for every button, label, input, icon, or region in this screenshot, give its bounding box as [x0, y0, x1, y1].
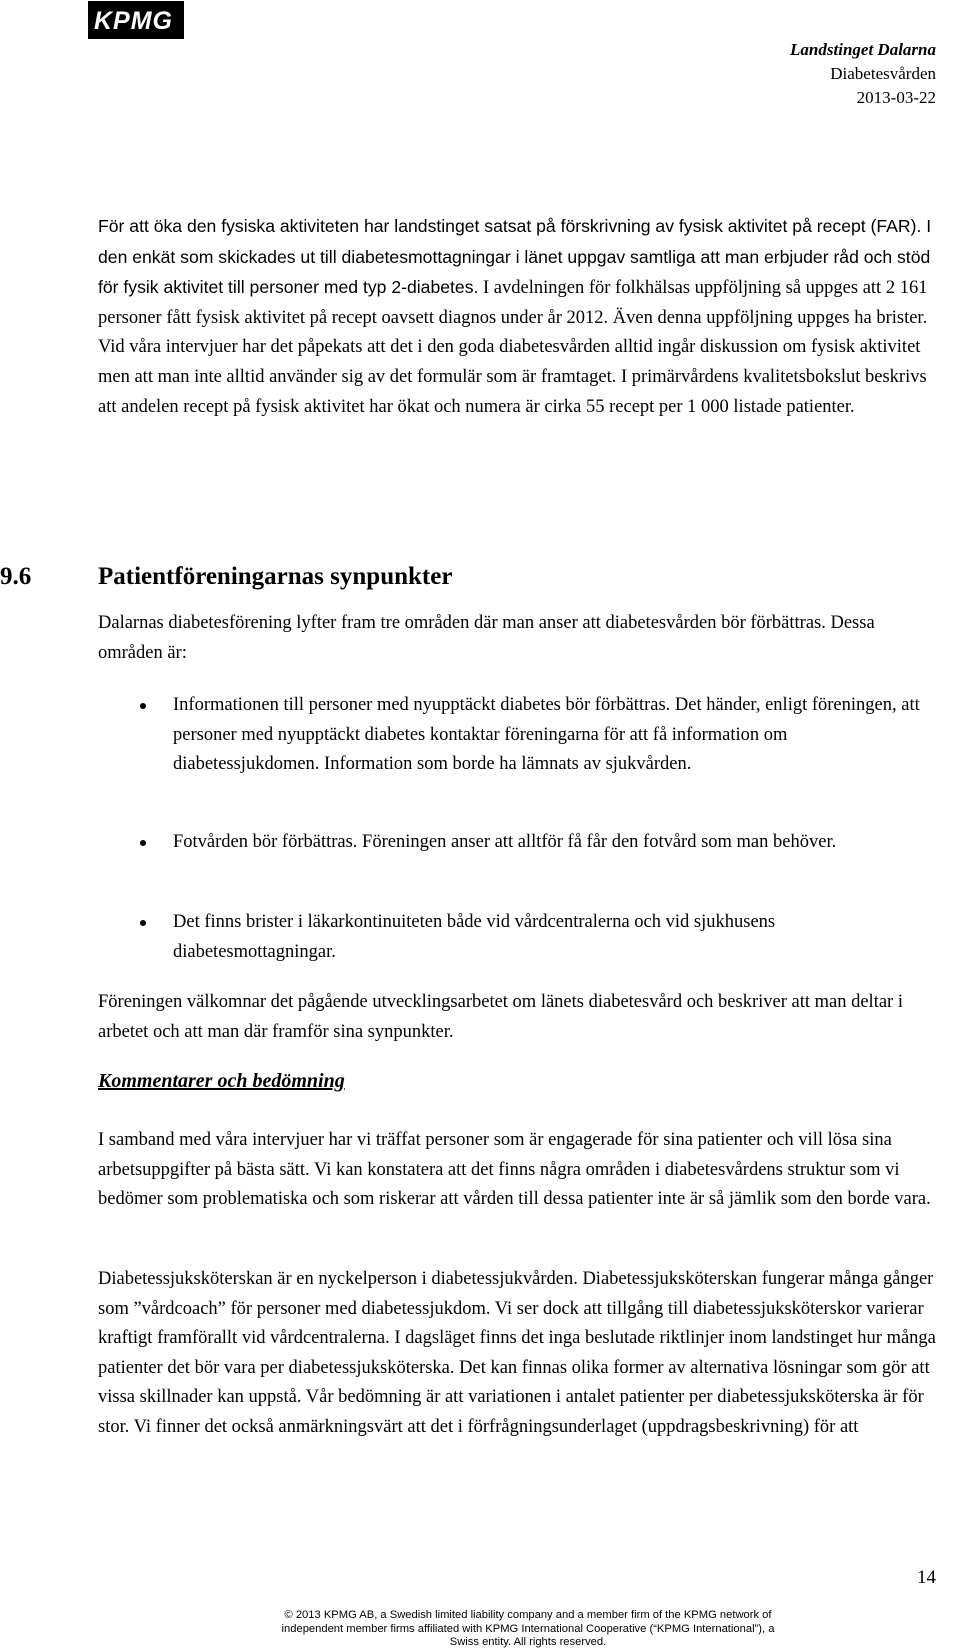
intro-paragraph: Dalarnas diabetesförening lyfter fram tre områden där man anser att diabetesvården bör förbättras. Dessa områden är: — [98, 613, 875, 663]
bullet-icon — [140, 840, 146, 846]
list-item-text: Informationen till personer med nyupptäckt diabetes bör förbättras. Det händer, enligt föreningen, att personer med nyupptäckt diabetes kontaktar föreningarna för att få information om diabetessjukdomen. Information som borde ha lämnats av sjukvården. — [173, 695, 920, 775]
section-title: Patientföreningarnas synpunkter — [98, 563, 453, 590]
bullet-icon — [140, 703, 146, 709]
comment-paragraph-1: I samband med våra intervjuer har vi träffat personer som är engagerade för sina patienter och vill lösa sina arbetsuppgifter på bästa sätt. Vi kan konstatera att det finns några områden i diabetesvårdens struktur som vi bedömer som problematiska och som riskerar att vården till dessa patienter inte är så jämlik som den borde vara. — [98, 1130, 931, 1210]
header-date: 2013-03-22 — [856, 88, 936, 107]
paragraph-physical-activity — [98, 212, 936, 422]
list-item-text: Det finns brister i läkarkontinuiteten både vid vårdcentralerna och vid sjukhusens diabetesmottagningar. — [173, 912, 776, 962]
paragraph-sans-part: För att öka den fysiska aktiviteten har landstinget satsat på förskrivning av fysisk aktivitet på recept (FAR). I den enkät som skickades ut till diabetesmottagningar i länet uppgav samtliga att man erbjuder råd och stöd för fysik aktivitet till personer med typ 2-diabetes. — [98, 216, 932, 298]
comments-heading: Kommentarer och bedömning — [98, 1070, 345, 1092]
paragraph-serif-part: I avdelningen för folkhälsas uppföljning så uppges att 2 161 personer fått fysisk aktivitet på recept oavsett diagnos under år 2012. Även denna uppföljning uppges ha brister. Vid våra intervjuer har det påpekats att det i den goda diabetesvården alltid ingår diskussion om fysisk aktivitet men att man inte alltid använder sig av det formulär som är framtaget. I primärvårdens kvalitetsbokslut beskrivs att andelen recept på fysisk aktivitet har ökat och numera är cirka 55 recept per 1 000 listade patienter. — [98, 278, 928, 417]
page-number: 14 — [917, 1567, 936, 1588]
header-organization: Landstinget Dalarna — [790, 40, 936, 59]
comment-paragraph-2: Diabetessjuksköterskan är en nyckelperson i diabetessjukvården. Diabetessjuksköterskan fungerar många gånger som ”vårdcoach” för personer med diabetessjukdom. Vi ser dock att tillgång till diabetessjuksköterskor varierar kraftigt framförallt vid vårdcentralerna. I dagsläget finns det inga beslutade riktlinjer inom landstinget hur många patienter det bör vara per diabetessjuksköterska. Det kan finnas olika former av alternativa lösningar som gör att vissa skillnader kan uppstå. Vår bedömning är att variationen i antalet patienter per diabetessjuksköterska är för stor. Vi finner det också anmärkningsvärt att det i förfrågningsunderlaget (uppdragsbeskrivning) för att — [98, 1269, 936, 1437]
section-number: 9.6 — [0, 563, 32, 590]
list-item-text: Fotvården bör förbättras. Föreningen anser att alltför få får den fotvård som man behöver. — [173, 832, 837, 852]
copyright-footer: © 2013 KPMG AB, a Swedish limited liability company and a member firm of the KPMG network of independent member firms affiliated with KPMG International Cooperative (“KPMG International”), a Swiss entity. All rights reserved. — [281, 1609, 775, 1649]
logo-text: KPMG — [94, 7, 173, 35]
kpmg-logo — [88, 1, 184, 39]
bullet-icon — [140, 920, 146, 926]
closing-paragraph: Föreningen välkomnar det pågående utvecklingsarbetet om länets diabetesvård och beskriver att man deltar i arbetet och att man där framför sina synpunkter. — [98, 992, 903, 1042]
header-subtitle: Diabetesvården — [830, 64, 936, 83]
